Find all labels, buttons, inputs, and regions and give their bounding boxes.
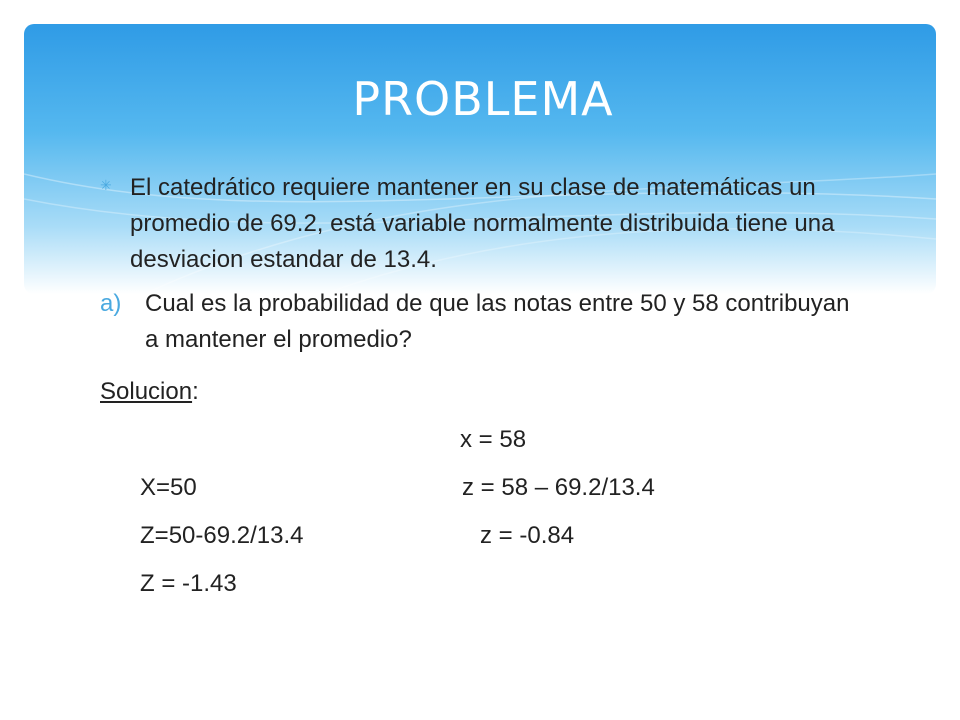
slide-body (100, 170, 860, 597)
list-marker: a) (100, 290, 122, 317)
equation-left: Z=50-69.2/13.4 (140, 522, 304, 549)
equation-row-3 (100, 512, 860, 597)
equation-right: z = -0.84 (480, 522, 575, 549)
list-item-a (100, 286, 860, 358)
bullet-paragraph (100, 170, 860, 278)
list-item-text: Cual es la probabilidad de que las notas entre 50 y 58 contribuyan a mantener el promedio? (145, 290, 850, 353)
bullet-text: El catedrático requiere mantener en su clase de matemáticas un promedio de 69.2, está variable normalmente distribuida tiene una desviacion estandar de 13.4. (130, 174, 835, 273)
equation-left: Z = -1.43 (140, 570, 237, 597)
slide-title: PROBLEMA (352, 72, 614, 126)
equation-left: X=50 (140, 474, 197, 501)
equation-right: x = 58 (460, 426, 527, 453)
asterisk-icon: ✳ (100, 177, 112, 193)
solucion-colon: : (192, 378, 199, 405)
equation-right: z = 58 – 69.2/13.4 (462, 474, 655, 501)
solucion-label: Solucion (100, 378, 193, 405)
solucion-heading (100, 368, 860, 416)
